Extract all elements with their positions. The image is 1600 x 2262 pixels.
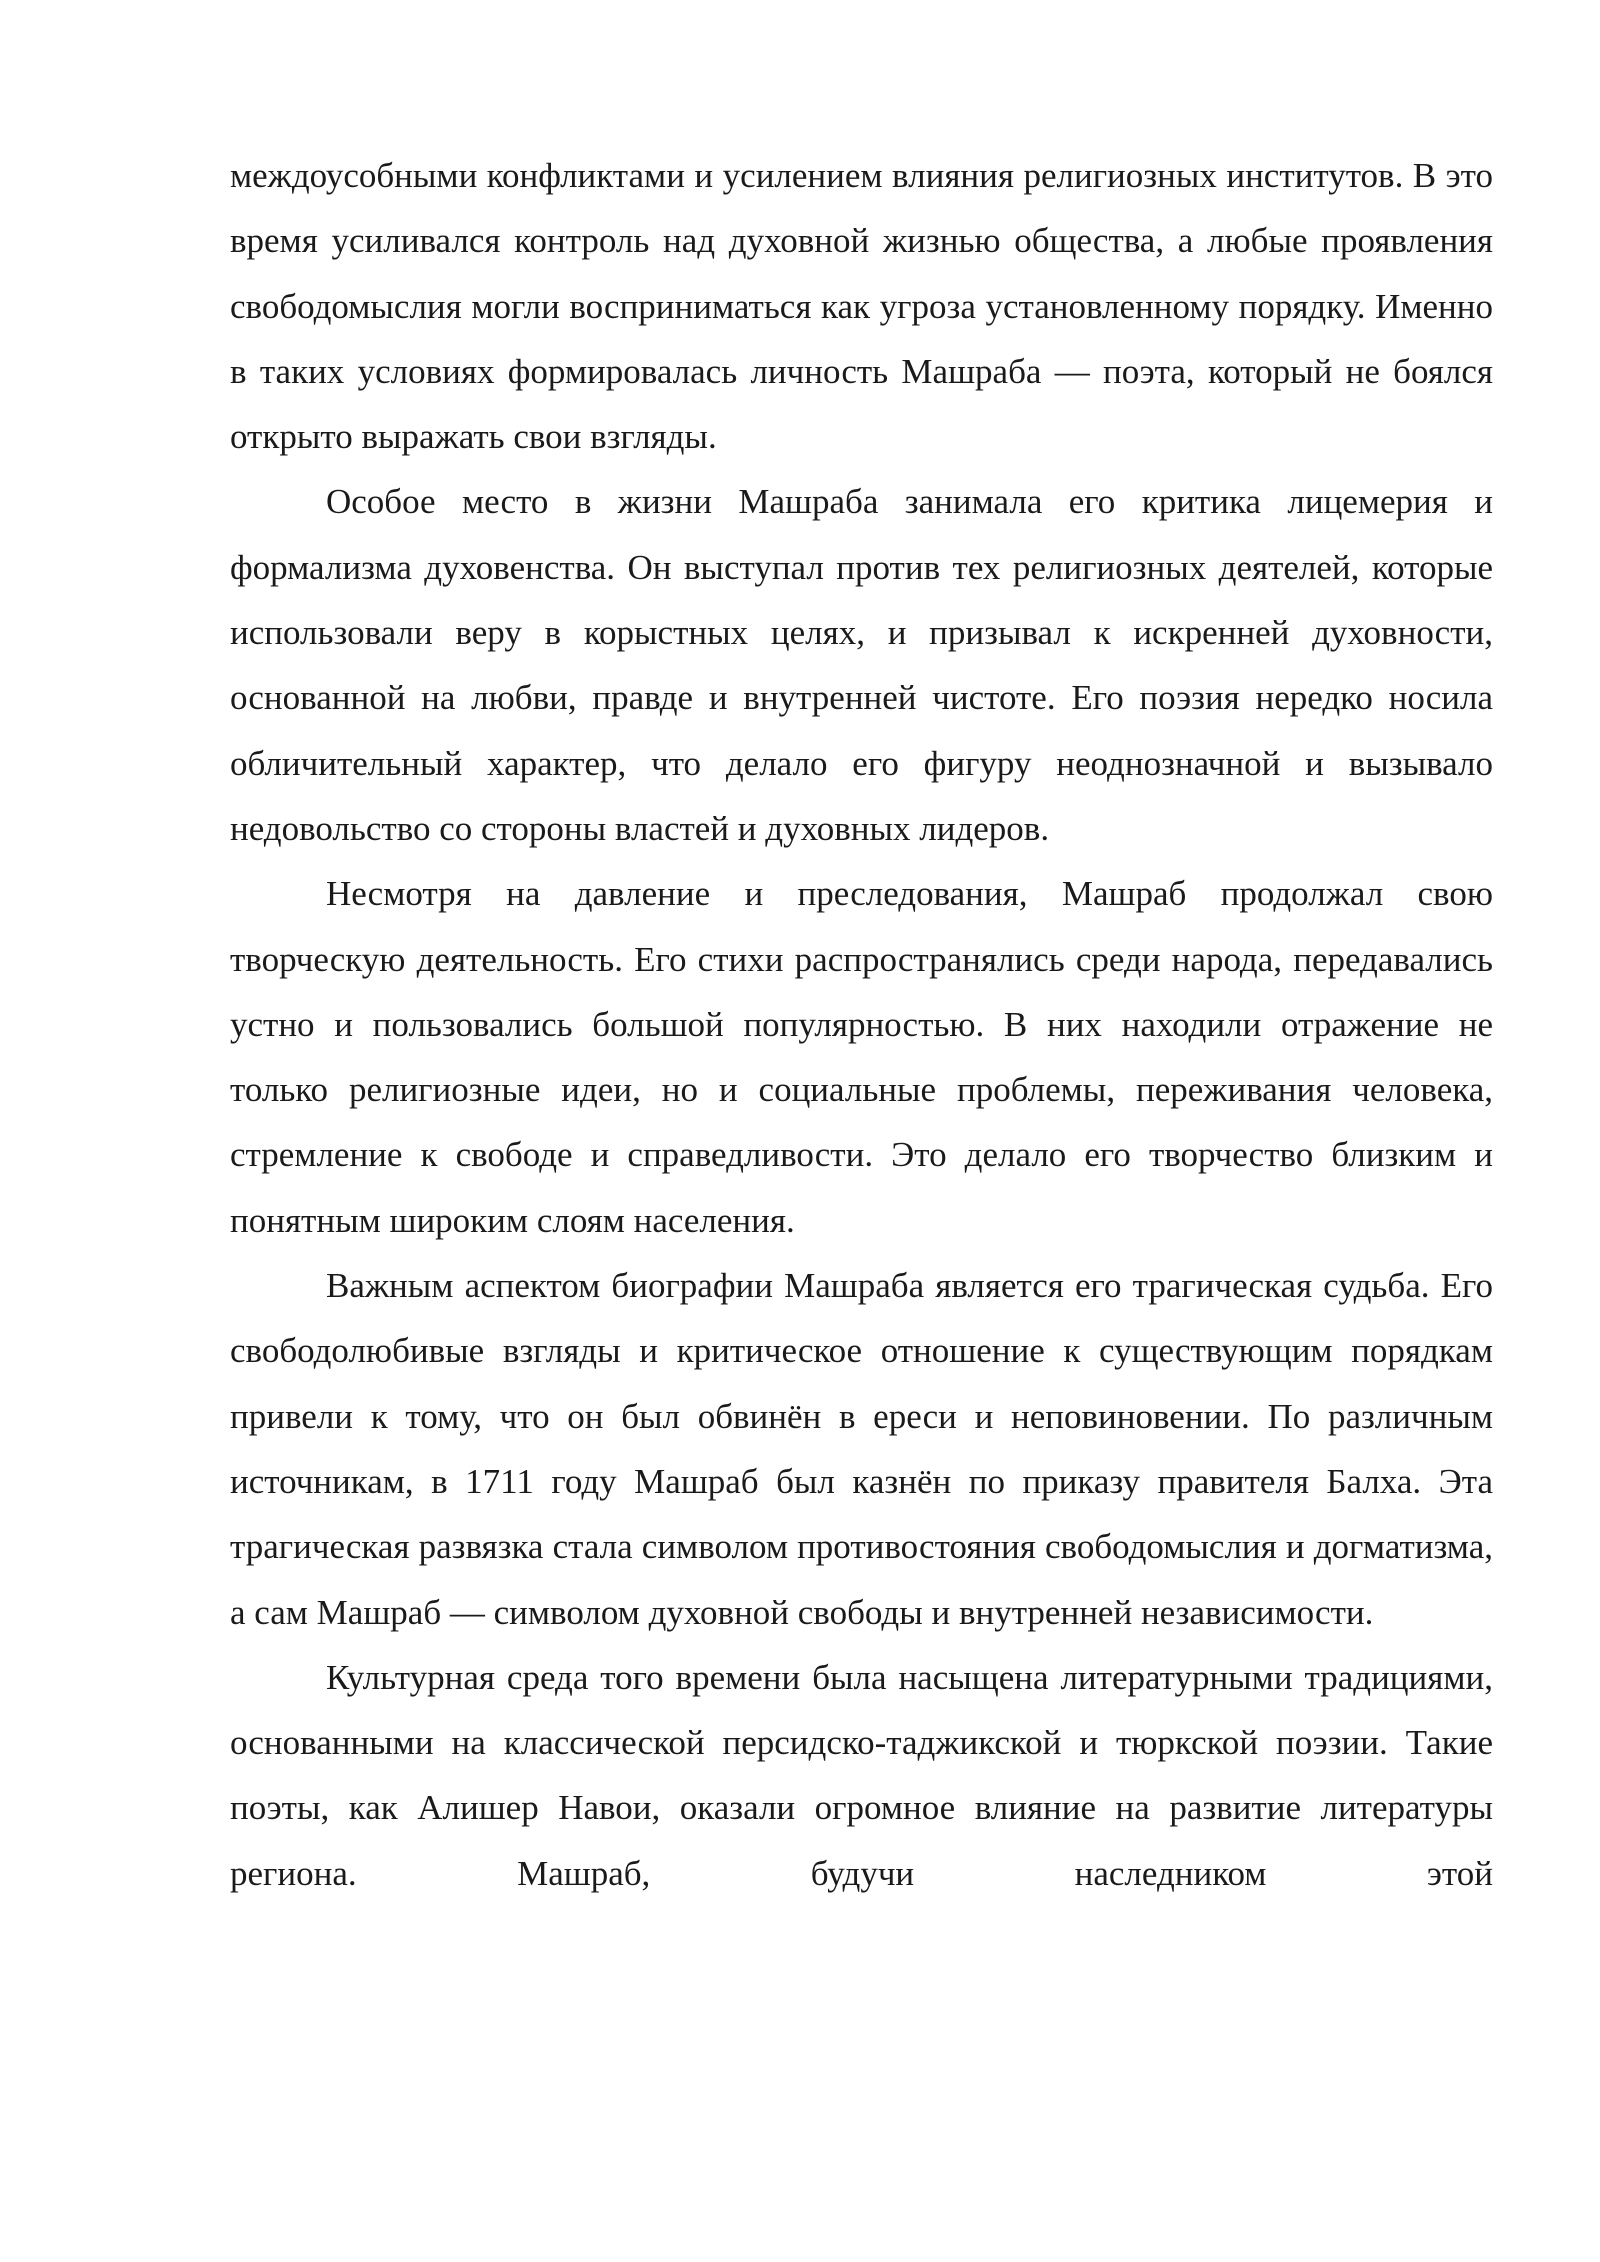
paragraph-4: Важным аспектом биографии Машраба является его трагическая судьба. Его свободолюбивые взгляды и критическое отношение к существующим порядкам привели к тому, что он был обвинён в ереси и неповиновении. По различным источникам, в 1711 году Машраб был казнён по приказу правителя Балха. Эта трагическая развязка стала символом противостояния свободомыслия и догматизма, а сам Машраб — символом духовной свободы и внутренней независимости. bbox=[230, 1266, 1493, 1632]
paragraph-3: Несмотря на давление и преследования, Машраб продолжал свою творческую деятельность. Его стихи распространялись среди народа, передавались устно и пользовались большой популярностью. В них находили отражение не только религиозные идеи, но и социальные проблемы, переживания человека, стремление к свободе и справедливости. Это делало его творчество близким и понятным широким слоям населения. bbox=[230, 874, 1493, 1240]
paragraph-1: междоусобными конфликтами и усилением влияния религиозных институтов. В это время усиливался контроль над духовной жизнью общества, а любые проявления свободомыслия могли восприниматься как угроза установленному порядку. Именно в таких условиях формировалась личность Машраба — поэта, который не боялся открыто выражать свои взгляды. bbox=[230, 156, 1493, 457]
body-text bbox=[230, 143, 1493, 1906]
paragraph-2: Особое место в жизни Машраба занимала его критика лицемерия и формализма духовенства. Он выступал против тех религиозных деятелей, которые использовали веру в корыстных целях, и призывал к искренней духовности, основанной на любви, правде и внутренней чистоте. Его поэзия нередко носила обличительный характер, что делало его фигуру неоднозначной и вызывало недовольство со стороны властей и духовных лидеров. bbox=[230, 482, 1493, 848]
paragraph-5: Культурная среда того времени была насыщена литературными традициями, основанными на классической персидско-таджикской и тюркской поэзии. Такие поэты, как Алишер Навои, оказали огромное влияние на развитие литературы региона. Машраб, будучи наследником этой bbox=[230, 1657, 1493, 1893]
